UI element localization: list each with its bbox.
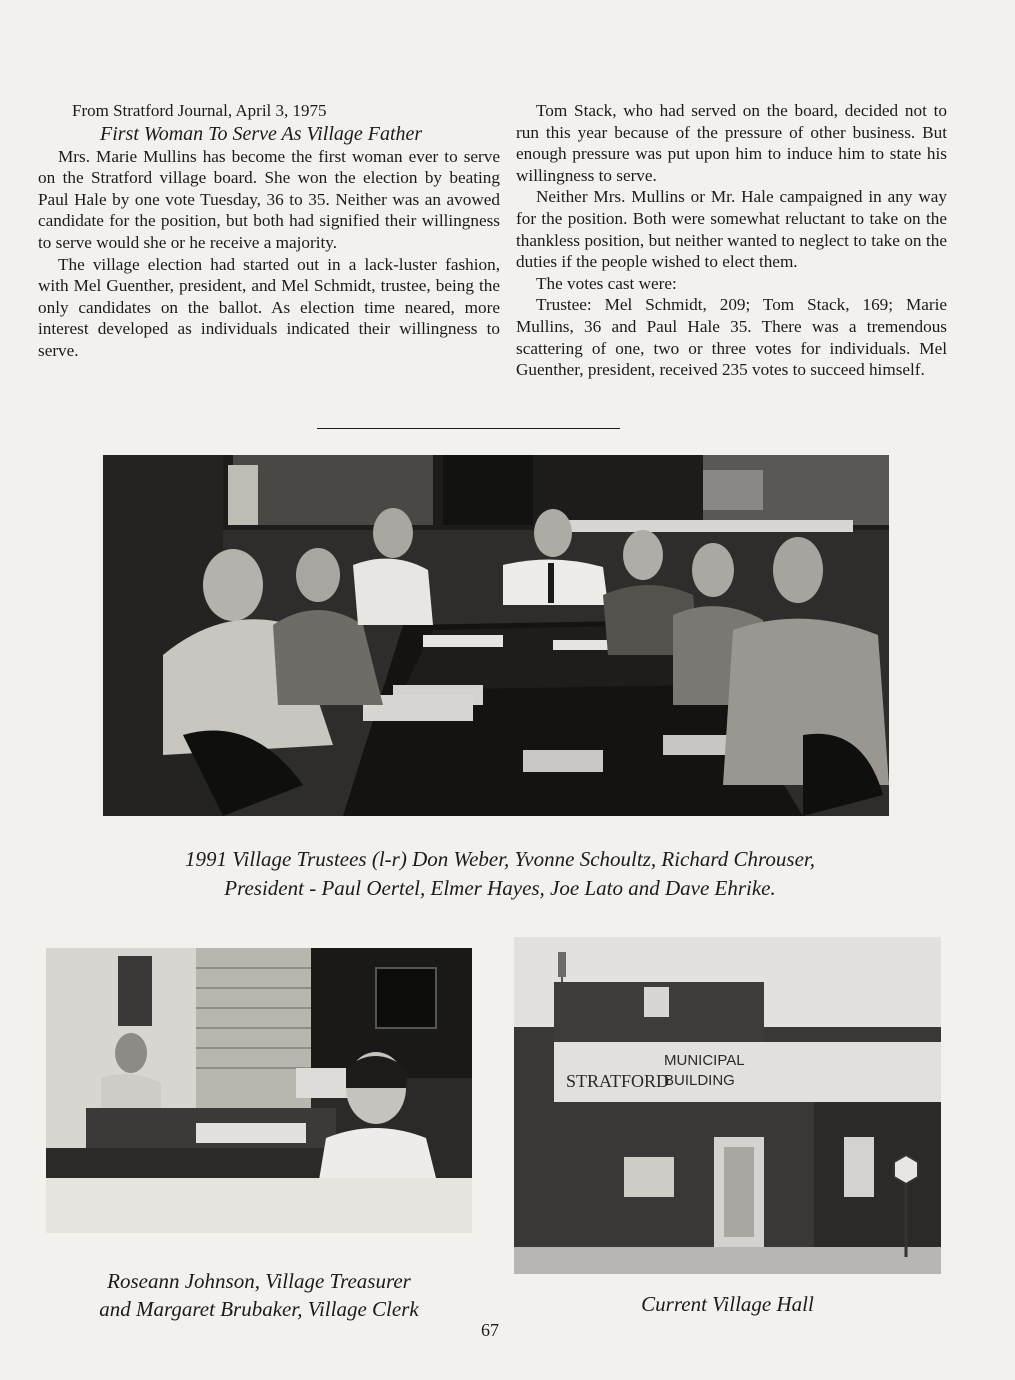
paragraph: The votes cast were: [536, 273, 677, 293]
section-divider [317, 428, 620, 429]
caption-line: Roseann Johnson, Village Treasurer [107, 1269, 411, 1293]
paragraph: The village election had started out in a lack-luster fashion, with Mel Guenther, president, and Mel Schmidt, trustee, being the only candidates on the ballot. As election time neared, more interest developed as individuals indicated their willingness to serve. [38, 254, 500, 360]
page-number: 67 [481, 1320, 499, 1340]
paragraph: Neither Mrs. Mullins or Mr. Hale campaigned in any way for the position. Both were somewhat reluctant to take on the thankless position, but neither wanted to neglect to take on the duties if the people wished to elect them. [516, 187, 947, 272]
clerks-photo [46, 948, 472, 1233]
article-source: From Stratford Journal, April 3, 1975 [72, 101, 327, 120]
paragraph: Tom Stack, who had served on the board, decided not to run this year because of the pressure of other business. But enough pressure was put upon him to induce him to state his willingness to serve. [516, 101, 947, 185]
hall-sign-line2: BUILDING [664, 1072, 735, 1089]
clerks-caption [46, 1267, 472, 1323]
caption-line: and Margaret Brubaker, Village Clerk [99, 1297, 419, 1321]
village-hall-caption: Current Village Hall [641, 1292, 814, 1316]
article-headline: First Woman To Serve As Village Father [100, 122, 423, 145]
paragraph: Trustee: Mel Schmidt, 209; Tom Stack, 169; Marie Mullins, 36 and Paul Hale 35. There was a tremendous scattering of one, two or three votes for individuals. Mel Guenther, president, received 235 votes to succeed himself. [516, 295, 947, 380]
paragraph: Mrs. Marie Mullins has become the first woman ever to serve on the Stratford village board. She won the election by beating Paul Hale by one vote Tuesday, 36 to 35. Neither was an avowed candidate for the position, but both had signified their willingness to serve would she or he receive a majority. [38, 146, 500, 252]
caption-line: President - Paul Oertel, Elmer Hayes, Joe Lato and Dave Ehrike. [224, 876, 776, 900]
village-hall-photo [514, 937, 941, 1274]
trustees-caption [100, 845, 900, 903]
left-column [38, 100, 500, 362]
trustees-photo [103, 455, 889, 816]
right-column [516, 100, 947, 381]
caption-line: 1991 Village Trustees (l-r) Don Weber, Yvonne Schoultz, Richard Chrouser, [185, 847, 815, 871]
hall-sign-line1: MUNICIPAL [664, 1052, 745, 1069]
hall-sign-name: STRATFORD [566, 1071, 670, 1091]
